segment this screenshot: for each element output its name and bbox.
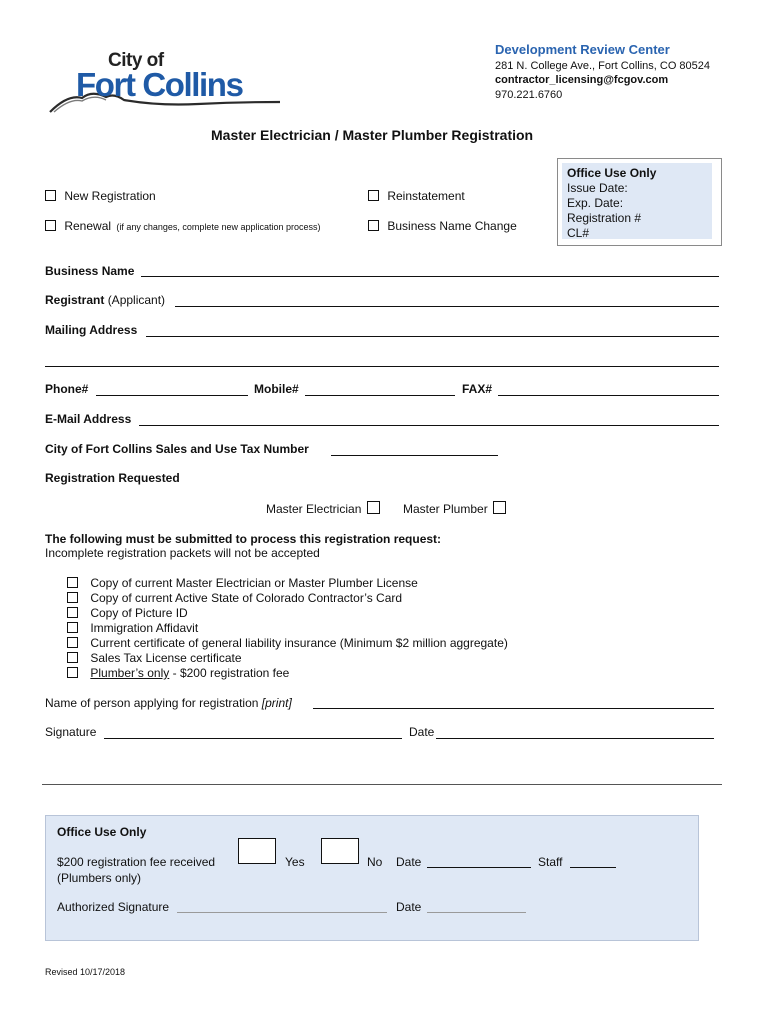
office-top-exp-date: Exp. Date: — [567, 196, 624, 210]
email-label: E-Mail Address — [45, 412, 132, 426]
fax-field[interactable] — [498, 395, 719, 396]
requirement-text: Current certificate of general liability insurance (Minimum $2 million aggregate) — [90, 636, 508, 650]
renewal-label: Renewal — [64, 219, 112, 233]
reinstatement-label: Reinstatement — [387, 189, 465, 203]
phone-label: Phone# — [45, 382, 89, 396]
office-use-top-box — [557, 158, 722, 246]
fee-no-label: No — [367, 855, 383, 869]
business-name-field[interactable] — [141, 276, 719, 277]
requirement-checkbox[interactable] — [67, 577, 78, 588]
mailing-address-label: Mailing Address — [45, 323, 138, 337]
business-name-change-label: Business Name Change — [387, 219, 517, 233]
requirement-text: Copy of current Master Electrician or Master Plumber License — [90, 576, 418, 590]
header-org: Development Review Center — [495, 42, 670, 57]
office-top-issue-date: Issue Date: — [567, 181, 628, 195]
requirement-text: Copy of Picture ID — [90, 606, 188, 620]
header-email: contractor_licensing@fcgov.com — [495, 74, 669, 86]
requirement-checkbox[interactable] — [67, 652, 78, 663]
requirement-checkbox[interactable] — [67, 667, 78, 678]
divider — [42, 784, 722, 785]
mobile-label: Mobile# — [254, 382, 299, 396]
registrant-note: (Applicant) — [107, 293, 166, 307]
master-plumber-label: Master Plumber — [403, 502, 488, 516]
office-use-bottom-box — [45, 815, 699, 941]
fee-label: $200 registration fee received — [57, 855, 216, 869]
requirement-item — [67, 651, 242, 665]
mobile-field[interactable] — [305, 395, 455, 396]
signature-date-label: Date — [409, 725, 435, 739]
fee-yes-box[interactable] — [238, 838, 276, 864]
requirement-checkbox[interactable] — [67, 607, 78, 618]
authorized-signature-field[interactable] — [177, 912, 387, 913]
requirement-item — [67, 666, 289, 680]
page-title: Master Electrician / Master Plumber Registration — [211, 127, 534, 143]
logo-line2: Fort Collins — [76, 66, 243, 103]
header-address: 281 N. College Ave., Fort Collins, CO 80524 — [495, 60, 711, 72]
registration-requested-heading: Registration Requested — [45, 471, 180, 485]
signature-date-field[interactable] — [436, 738, 714, 739]
header-phone: 970.221.6760 — [495, 89, 563, 101]
requirement-item — [67, 621, 198, 635]
requirement-text: Sales Tax License certificate — [90, 651, 242, 665]
requirement-checkbox[interactable] — [67, 592, 78, 603]
email-field[interactable] — [139, 425, 719, 426]
applicant-name-field[interactable] — [313, 708, 714, 709]
renewal-note: (if any changes, complete new application process) — [116, 222, 321, 232]
requirement-item — [67, 591, 402, 605]
authorized-date-field[interactable] — [427, 912, 526, 913]
authorized-date-label: Date — [396, 900, 422, 914]
applicant-name-label: Name of person applying for registration — [45, 696, 259, 710]
fee-staff-field[interactable] — [570, 867, 616, 868]
fee-date-field[interactable] — [427, 867, 531, 868]
requirement-item — [67, 636, 508, 650]
renewal-checkbox[interactable] — [45, 220, 56, 231]
new-registration-option[interactable] — [45, 189, 156, 203]
tax-number-label: City of Fort Collins Sales and Use Tax Number — [45, 442, 309, 456]
fax-label: FAX# — [462, 382, 493, 396]
registrant-field[interactable] — [175, 306, 719, 307]
requirement-text: Copy of current Active State of Colorado Contractor’s Card — [90, 591, 403, 605]
phone-field[interactable] — [96, 395, 248, 396]
business-name-change-option[interactable] — [368, 219, 517, 233]
tax-number-field[interactable] — [331, 455, 498, 456]
requirements-heading: The following must be submitted to process this registration request: — [45, 532, 442, 546]
requirement-item — [67, 606, 188, 620]
requirement-item — [67, 576, 418, 590]
new-registration-label: New Registration — [64, 189, 156, 203]
mailing-address-field-2[interactable] — [45, 366, 719, 367]
master-electrician-checkbox[interactable] — [367, 501, 380, 514]
reinstatement-checkbox[interactable] — [368, 190, 379, 201]
registrant-label-group — [45, 293, 165, 307]
fee-yes-label: Yes — [285, 855, 305, 869]
registrant-label: Registrant — [45, 293, 105, 307]
fee-no-box[interactable] — [321, 838, 359, 864]
signature-label: Signature — [45, 725, 97, 739]
fee-note: (Plumbers only) — [57, 871, 142, 885]
authorized-signature-label: Authorized Signature — [57, 900, 170, 914]
fee-staff-label: Staff — [538, 855, 563, 869]
requirement-text: Immigration Affidavit — [90, 621, 199, 635]
signature-field[interactable] — [104, 738, 402, 739]
mailing-address-field[interactable] — [146, 336, 719, 337]
reinstatement-option[interactable] — [368, 189, 465, 203]
requirements-subheading: Incomplete registration packets will not be accepted — [45, 546, 320, 560]
office-use-top-inner — [562, 163, 712, 239]
master-plumber-checkbox[interactable] — [493, 501, 506, 514]
fee-date-label: Date — [396, 855, 422, 869]
master-electrician-option[interactable] — [266, 501, 380, 516]
office-top-cl: CL# — [567, 226, 590, 240]
requirement-text-rest: - $200 registration fee — [169, 666, 290, 680]
logo-line1: City of — [108, 50, 164, 71]
master-electrician-label: Master Electrician — [266, 502, 362, 516]
master-plumber-option[interactable] — [403, 501, 506, 516]
requirement-checkbox[interactable] — [67, 622, 78, 633]
requirement-text-underlined: Plumber’s only — [90, 666, 170, 680]
revised-date: Revised 10/17/2018 — [45, 967, 126, 977]
applicant-name-label-group — [45, 696, 292, 710]
city-logo — [48, 50, 283, 120]
new-registration-checkbox[interactable] — [45, 190, 56, 201]
office-top-title: Office Use Only — [567, 166, 657, 180]
business-name-label: Business Name — [45, 264, 135, 278]
office-top-reg-no: Registration # — [567, 211, 642, 225]
office-bottom-title: Office Use Only — [57, 825, 147, 839]
applicant-name-note: [print] — [261, 696, 292, 710]
business-name-change-checkbox[interactable] — [368, 220, 379, 231]
renewal-option[interactable] — [45, 219, 321, 233]
requirement-checkbox[interactable] — [67, 637, 78, 648]
